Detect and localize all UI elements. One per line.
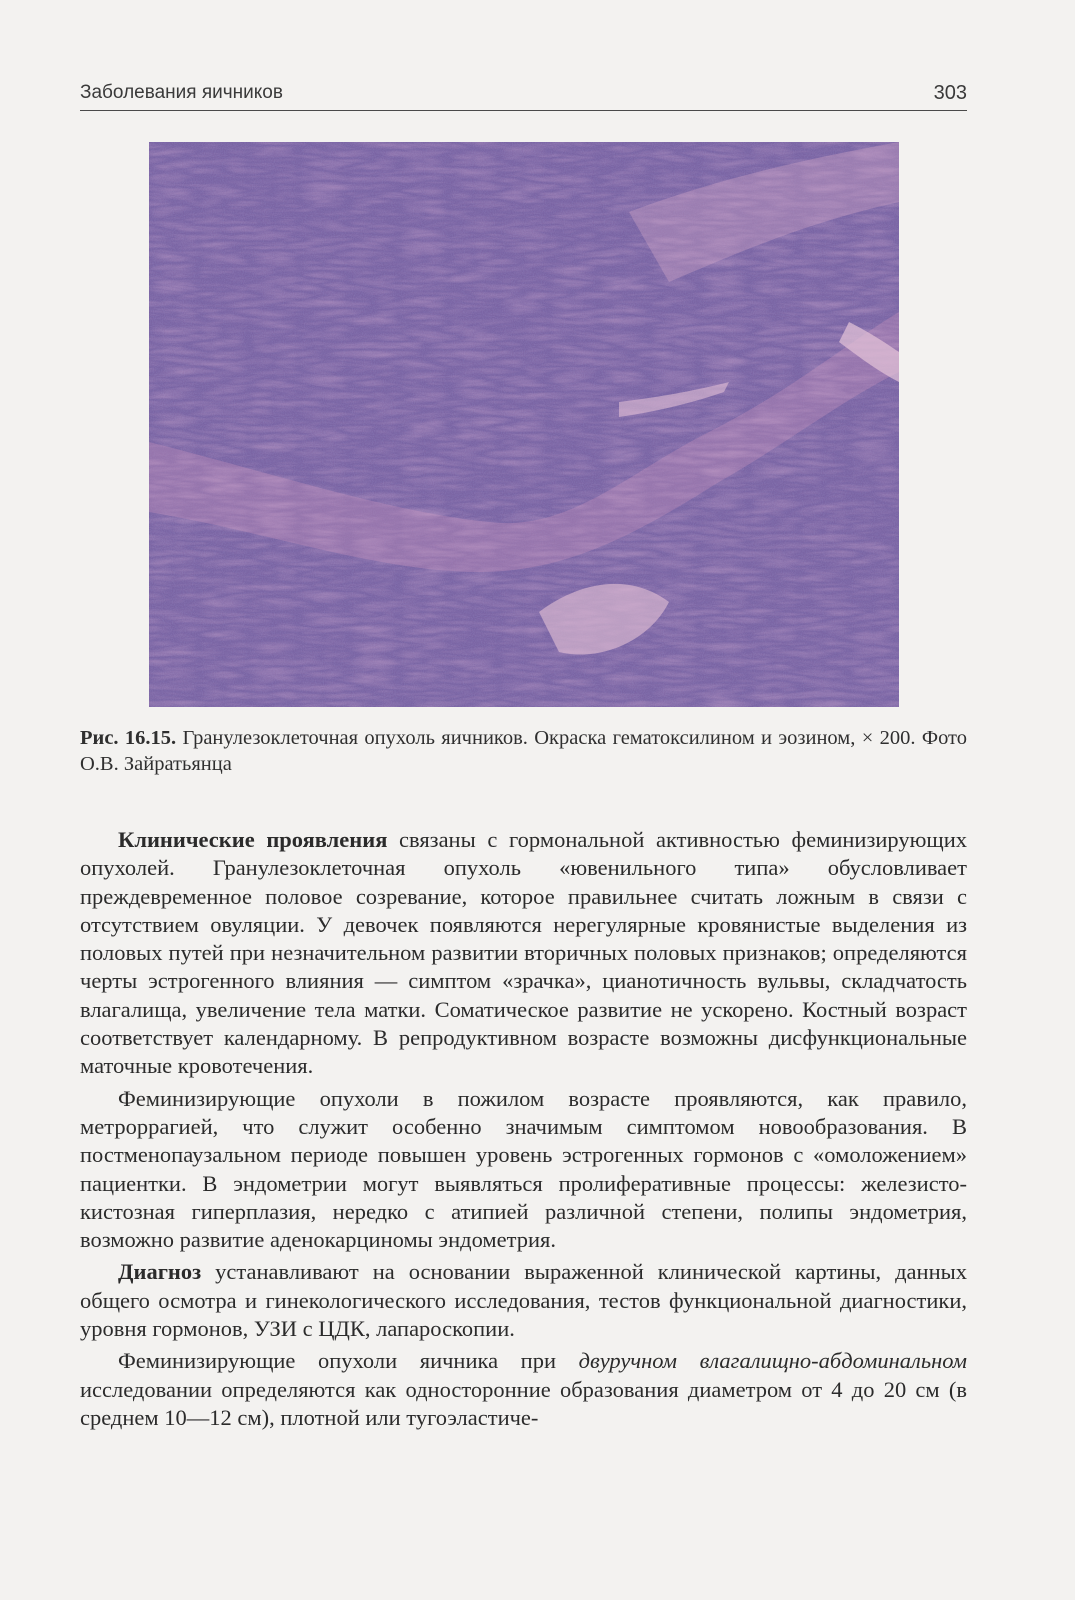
paragraph-text: Феминизирующие опухоли в пожилом возрасте проявляются, как правило, метроррагией, что служит особенно значимым симптомом новообразования. В постменопаузальном периоде повышен уровень эстрогенных гормонов с «омоложением» пациентки. В эндометрии могут выявляться пролиферативные процессы: железисто-кистозная гиперплазия, нередко с атипией различной степени, полипы эндометрия, возможно развитие аденокарциномы эндометрия. xyxy=(80,1085,967,1253)
paragraph-text: исследовании определяются как односторонние образования диаметром от 4 до 20 см (в среднем 10—12 см), плотной или тугоэластиче- xyxy=(80,1376,967,1430)
page-number: 303 xyxy=(933,82,967,104)
body-text xyxy=(80,826,967,1436)
running-header xyxy=(80,80,967,111)
figure-caption-text: Гранулезоклеточная опухоль яичников. Окраска гематоксилином и эозином, × 200. Фото О.В. Зайратьянца xyxy=(80,727,967,775)
term-diagnosis: Диагноз xyxy=(118,1259,202,1285)
italic-term: двуручном влагалищно-абдоминальном xyxy=(578,1348,967,1374)
paragraph-text: связаны с гормональной активностью феминизирующих опухолей. Гранулезоклеточная опухоль «ювенильного типа» обусловливает преждевременное половое созревание, которое правильнее считать ложным в связи с отсутствием овуляции. У девочек появляются нерегулярные кровянистые выделения из половых путей при незначительном развитии вторичных половых признаков; определяются черты эстрогенного влияния — симптом «зрачка», цианотичность вульвы, складчатость влагалища, увеличение тела матки. Соматическое развитие не ускорено. Костный возраст соответствует календарному. В репродуктивном возрасте возможны дисфункциональные маточные кровотечения. xyxy=(80,827,968,1079)
paragraph-diagnosis xyxy=(80,1258,967,1343)
section-title: Заболевания яичников xyxy=(80,82,283,103)
histology-micrograph xyxy=(149,142,899,707)
paragraph-text: Феминизирующие опухоли яичника при xyxy=(118,1348,579,1374)
paragraph-elderly xyxy=(80,1085,967,1255)
figure-caption xyxy=(80,725,967,777)
figure-label: Рис. 16.15. xyxy=(80,727,177,749)
paragraph-text: устанавливают на основании выраженной клинической картины, данных общего осмотра и гинекологического исследования, тестов функциональной диагностики, уровня гормонов, УЗИ с ЦДК, лапароскопии. xyxy=(80,1259,967,1342)
paragraph-examination xyxy=(80,1347,967,1432)
paragraph-clinical-manifestations xyxy=(80,826,967,1081)
term-clinical-manifestations: Клинические проявления xyxy=(118,827,388,852)
